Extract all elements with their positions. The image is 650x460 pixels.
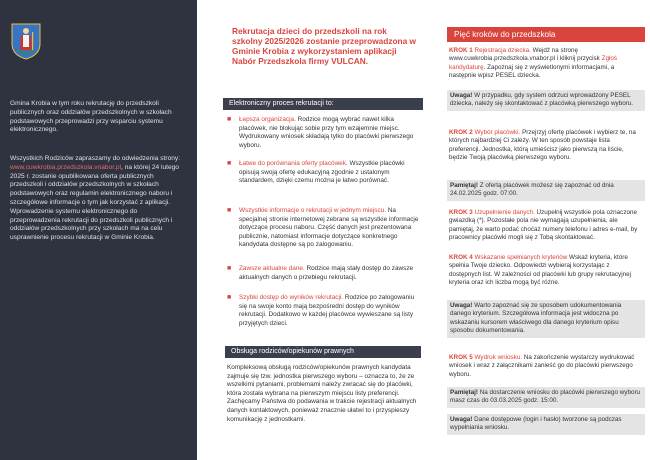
step-4-text: Wskaż kryteria, które spełnia Twoje dziecko. Odpowiedzi wybieraj korzystając z dostępnych list. W zależności od placówki lub grupy rekrutacyjnej kryteria oraz ich liczba mogą być różne. [449,254,631,287]
step-1-action: Rejestracja dziecka. [474,47,531,54]
bullet-icon: ■ [227,116,232,123]
note-offer-date [447,180,645,201]
middle-column [218,0,428,460]
note-text: W przypadku, gdy system odrzuci wprowadzony PESEL dziecka, należy się skontaktować z placówką pierwszego wyboru. [450,92,634,108]
left-info-panel [0,0,197,460]
benefit-lead: Łatwe do porównania oferty placówek. [239,160,348,167]
step-1-label: KROK 1 [449,47,473,54]
step-1-text-b: . Zapoznaj się z wyświetlonymi informacjami, a następnie wpisz PESEL dziecka. [449,63,615,80]
note-login [447,414,645,435]
section-parent-support-title: Obsługa rodziców/opiekunów prawnych [225,346,421,358]
bullet-icon: ■ [227,207,232,214]
vnabor-website-link[interactable]: www.cuwkrobia.przedszkola.vnabor.pl [10,163,122,171]
benefit-text: Rodzice mogą wybrać nawet kilka placówek, nie blokując sobie przy tym wzajemnie miejsc. Wydrukowany wniosek składają tylko do placówki pierwszego wyboru. [239,116,414,149]
note-text: Na dostarczenie wniosku do placówki pierwszego wyboru masz czas do 03.03.2025 godz. 15:00. [450,389,641,405]
benefit-lead: Wszystkie informacje o rekrutacji w jednym miejscu. [239,207,387,214]
benefit-text: Rodzice po zalogowaniu się na swoje konto mają bezpośredni dostęp do wyników rekrutacji. Dodatkowo w każdej placówce wywieszane są listy przyjętych dzieci. [239,294,415,327]
bullet-icon: ■ [227,265,232,272]
note-lead: Pamiętaj! [450,182,478,189]
note-lead: Uwaga! [450,302,473,309]
bullet-icon: ■ [227,294,232,301]
step-1-button-name: Zgłoś kandydaturę [449,55,617,71]
note-text: Z ofertą placówek możesz się zapoznać od dnia 24.02.2025 godz. 07:00. [450,182,614,198]
step-4-label: KROK 4 [449,254,473,261]
step-5-action: Wydruk wniosku. [474,354,523,361]
invitation-paragraph [10,155,186,243]
five-steps-header: Pięć kroków do przedszkola [447,27,645,42]
invitation-text-start: Wszystkich Rodziców zapraszamy do odwiedzenia strony: [10,155,181,162]
benefit-text: Wszystkie placówki opisują swoją ofertę edukacyjną zgodnie z ustalonym standardem, dzięki czemu można je łatwo porównać. [239,160,405,185]
step-3-action: Uzupełnienie danych. [474,209,535,216]
benefit-text: Na specjalnej stronie internetowej zebrane są wszystkie informacje dotyczące procesu naboru. Część danych jest prezentowana publicznie, natomiast informacje dotyczące konkretnego kandydata dostępne są po zalogowaniu. [239,207,419,249]
benefit-item [227,294,422,328]
note-criteria [447,300,645,338]
recruitment-headline: Rekrutacja dzieci do przedszkoli na rok szkolny 2025/2026 zostanie przeprowadzona w Gminie Krobia z wykorzystaniem aplikacji Nabór Przedszkola firmy VULCAN. [232,26,416,66]
benefit-item [227,116,422,150]
step-1-text-a: Wejdź na stronę www.cuwkrobia.przedszkola.vnabor.pl i kliknij przycisk [449,47,602,63]
step-2-label: KROK 2 [449,129,473,136]
benefit-lead: Szybki dostęp do wyników rekrutacji. [239,294,344,301]
section-electronic-process-title: Elektroniczny proces rekrutacji to: [223,98,423,110]
step-3-block [447,209,645,243]
step-3-text: Uzupełnij wszystkie pola oznaczone gwiazdką (*). Pozostałe pola nie wymagają uzupełnienia, ale pamiętaj, że warto podać choćaż numery telefonu i adres e-mail, by pracownicy placówki mogli się z Tobą skontaktować. [449,209,638,242]
step-1-block [447,47,645,81]
benefit-item [227,160,422,186]
note-lead: Uwaga! [450,92,473,99]
benefit-item [227,265,422,282]
bullet-icon: ■ [227,160,232,167]
note-lead: Pamiętaj! [450,389,478,396]
step-5-text: Na zakończenie wystarczy wydrukować wniosek i wraz z załącznikami zanieść go do placówki pierwszego wyboru. [449,354,635,378]
note-text: Warto zapoznać się ze sposobem udokumentowania danego kryterium. Szczegółowa informacja jest widoczna po wskazaniu kursorem właściwego dla danego kryterium opisu sposobu dokumentowania. [450,302,622,335]
benefit-lead: Łepsza organizacja. [239,116,296,123]
step-5-block [447,354,645,379]
benefit-lead: Zawsze aktualne dane. [239,265,305,272]
intro-paragraph: Gmina Krobia w tym roku rekrutację do przedszkoli publicznych oraz oddziałów przedszkolnych w szkołach podstawowych przeprowadzi przy wsparciu systemu elektronicznego. [10,100,172,134]
note-deadline [447,387,645,408]
step-5-label: KROK 5 [449,354,473,361]
step-2-text: Przejrzyj ofertę placówek i wybierz te, na których najbardziej Ci zależy. W ten sposób powstaje lista preferencji. Jednostka, którą umieścisz jako pierwszą na liście, będzie Twoją placówką pierwszego wyboru. [449,129,636,162]
note-pesel [447,90,645,111]
parent-support-paragraph: Kompleksową obsługą rodziców/opiekunów prawnych kandydata zajmuje się tzw. jednostka pierwszego wyboru – oznacza to, że ze wszelkimi pytaniami, problemami należy zwracać się do placówki, która została wybrana na pierwszym miejscu listy preferencji. Zachęcamy Państwa do podawania w trakcie rejestracji aktualnych danych kontaktowych, ponieważ znacznie ułatwi to i przyspieszy komunikację z jednostkami. [227,364,417,423]
step-2-block [447,129,645,163]
step-4-action: Wskazanie spełnianych kryteriów [474,254,568,261]
note-text: Dane dostępowe (login i hasło) tworzone są podczas wypełniania wniosku. [450,416,622,432]
step-2-action: Wybór placówki. [474,129,521,136]
benefit-text: Rodzice mają stały dostęp do zawsze aktualnych danych o przebiegu rekrutacji. [239,265,414,281]
right-column [447,0,650,460]
step-4-block [447,254,645,288]
step-3-label: KROK 3 [449,209,473,216]
krobia-coat-of-arms-icon [10,22,42,60]
invitation-text-end: , na której 24 lutego 2025 r. zostanie opublikowana oferta publicznych przedszkoli i oddziałów przedszkolnych w szkołach podstawowych oraz regulamin elektronicznego naboru i szczegółowe informacje o tym jak korzystać z aplikacji. Wprowadzenie systemu elektronicznego do przeprowadzenia rekrutacji do przedszkoli publicznych i oddziałów przedszkolnych przy szkołach ma na celu usprawnienie procesu rekrutacji w Gminie Krobia. [10,163,179,242]
note-lead: Uwaga! [450,416,473,423]
benefit-item [227,207,422,250]
